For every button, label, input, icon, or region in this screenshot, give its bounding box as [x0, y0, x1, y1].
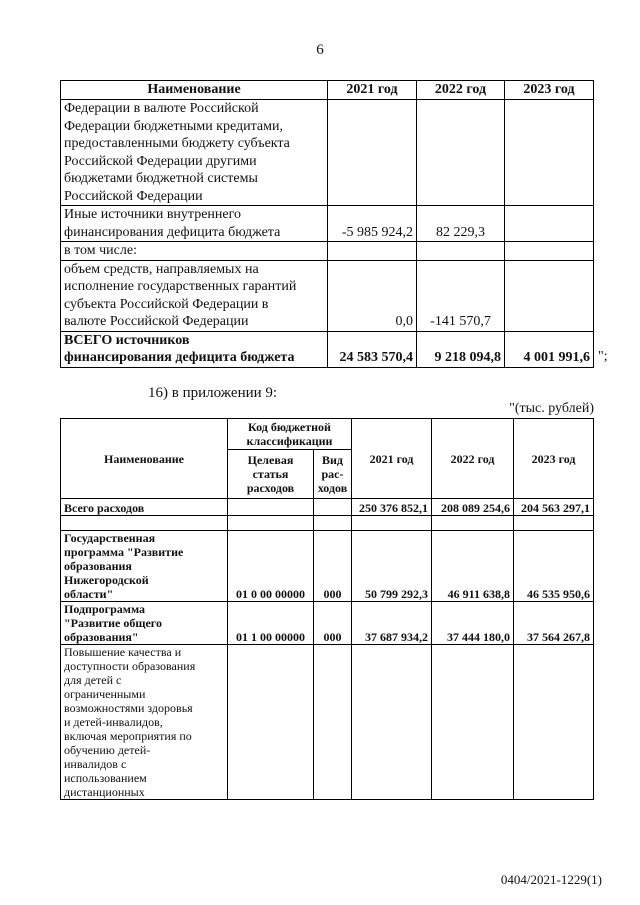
value-2022: 37 444 180,0 — [432, 602, 514, 645]
row-name-cell — [61, 206, 328, 242]
row-name-line: валюте Российской Федерации — [64, 314, 249, 329]
expenses-table — [60, 418, 594, 800]
row-name-line: образования" — [64, 630, 139, 644]
row-name-line: Подпрограмма — [64, 602, 146, 616]
total-2022: 9 218 094,8 — [417, 331, 505, 367]
value-2022: 46 911 638,8 — [432, 531, 514, 602]
value-2021: 50 799 292,3 — [352, 531, 432, 602]
value-2023: 46 535 950,6 — [514, 531, 594, 602]
row-name-line: исполнение государственных гарантий — [64, 279, 297, 294]
value-2023 — [505, 242, 594, 261]
value-2023: 37 564 267,8 — [514, 602, 594, 645]
table-row — [61, 531, 594, 602]
total-2023: 4 001 991,6 — [505, 331, 594, 367]
value-2022 — [417, 242, 505, 261]
row-name-line: Нижегородской — [64, 573, 149, 587]
value-2022 — [432, 516, 514, 531]
units-label: "(тыс. рублей) — [509, 401, 594, 416]
row-name-line: предоставленными бюджету субъекта — [64, 136, 290, 151]
row-name-line: включая мероприятия по — [64, 729, 192, 743]
header-line: классификации — [246, 434, 333, 448]
table-row — [61, 645, 594, 800]
target-code — [228, 645, 314, 800]
kind-code — [314, 516, 352, 531]
row-name-line: дистанционных — [64, 785, 145, 799]
value-2021 — [352, 645, 432, 800]
value-2023 — [505, 100, 594, 206]
row-name-cell — [61, 531, 228, 602]
header-2023: 2023 год — [505, 81, 594, 100]
expenses-table-header — [61, 419, 594, 450]
value-2023 — [505, 260, 594, 331]
target-code — [228, 516, 314, 531]
total-2021: 24 583 570,4 — [328, 331, 417, 367]
header-line: расходов — [246, 481, 295, 495]
table-row — [61, 100, 594, 206]
kind-code: 000 — [314, 531, 352, 602]
table-row — [61, 260, 594, 331]
header-line: рас- — [321, 467, 344, 481]
row-name-line: Повышение качества и — [64, 645, 182, 659]
row-name-cell — [61, 260, 328, 331]
header-2022: 2022 год — [432, 419, 514, 499]
value-2022: -141 570,7 — [417, 260, 505, 331]
header-name: Наименование — [61, 81, 328, 100]
row-name-cell — [61, 331, 328, 367]
target-code — [228, 499, 314, 516]
row-name-line: финансирования дефицита бюджета — [64, 350, 295, 365]
row-name-cell — [61, 645, 228, 800]
value-2023 — [514, 645, 594, 800]
kind-code — [314, 645, 352, 800]
row-name-line: для детей с — [64, 673, 122, 687]
header-line: Код бюджетной — [248, 420, 331, 434]
header-line: статья — [252, 467, 289, 481]
row-name-cell — [61, 499, 228, 516]
header-2021: 2021 год — [352, 419, 432, 499]
row-name-line: объем средств, направляемых на — [64, 261, 259, 277]
row-name-line: ограниченными — [64, 687, 146, 701]
row-name-line: Государственная — [64, 531, 156, 545]
sources-table-header — [61, 81, 594, 100]
row-name-line: программа "Развитие — [64, 545, 184, 559]
row-name-line: финансирования дефицита бюджета — [64, 224, 281, 240]
value-2023: 204 563 297,1 — [514, 499, 594, 516]
document-code: 0404/2021-1229(1) — [500, 872, 602, 887]
row-name-line: возможностями здоровья — [64, 701, 193, 715]
row-name-line: Иные источники внутреннего — [64, 207, 242, 222]
row-name-line: ВСЕГО источников — [64, 332, 190, 348]
header-code-group — [228, 419, 352, 450]
sources-table — [60, 80, 594, 368]
header-target — [228, 450, 314, 499]
value-2022 — [417, 100, 505, 206]
value-2023 — [505, 206, 594, 242]
table-row — [61, 499, 594, 516]
table-row — [61, 242, 594, 261]
table-row — [61, 516, 594, 531]
row-name-line: обучению детей- — [64, 743, 151, 757]
row-name-line: образования — [64, 559, 132, 573]
header-kind — [314, 450, 352, 499]
row-name-line: Российской Федерации — [64, 188, 203, 204]
row-name-cell — [61, 100, 328, 206]
header-2021: 2021 год — [328, 81, 417, 100]
kind-code — [314, 499, 352, 516]
row-name-line: инвалидов с — [64, 757, 127, 771]
value-2021: 0,0 — [328, 260, 417, 331]
row-name-line: Всего расходов — [64, 501, 145, 515]
total-row — [61, 331, 594, 367]
value-2022 — [432, 645, 514, 800]
row-name-cell — [61, 516, 228, 531]
row-name-line: и детей-инвалидов, — [64, 715, 163, 729]
row-name-line: Федерации бюджетными кредитами, — [64, 118, 283, 134]
value-2021 — [352, 516, 432, 531]
header-name: Наименование — [61, 419, 228, 499]
row-name-line: области" — [64, 587, 114, 601]
table-row — [61, 206, 594, 242]
value-2023 — [514, 516, 594, 531]
value-2022: 208 089 254,6 — [432, 499, 514, 516]
target-code: 01 1 00 00000 — [228, 602, 314, 645]
row-name-line: субъекта Российской Федерации в — [64, 296, 269, 312]
kind-code: 000 — [314, 602, 352, 645]
row-name-line: в том числе: — [64, 243, 137, 258]
header-2023: 2023 год — [514, 419, 594, 499]
page-number: 6 — [316, 42, 324, 58]
row-name-line: использованием — [64, 771, 147, 785]
row-name-line: доступности образования — [64, 659, 196, 673]
header-line: Целевая — [247, 453, 294, 467]
closing-quote: "; — [598, 349, 608, 364]
row-name-cell — [61, 242, 328, 261]
value-2021 — [328, 242, 417, 261]
row-name-line: Российской Федерации другими — [64, 153, 257, 169]
value-2022: 82 229,3 — [417, 206, 505, 242]
paragraph-heading: 16) в приложении 9: — [148, 385, 278, 401]
value-2021 — [328, 100, 417, 206]
row-name-cell — [61, 602, 228, 645]
row-name-line: бюджетами бюджетной системы — [64, 171, 258, 186]
value-2021: 250 376 852,1 — [352, 499, 432, 516]
table-row — [61, 602, 594, 645]
header-line: Вид — [322, 453, 343, 467]
row-name-line: "Развитие общего — [64, 616, 162, 630]
header-2022: 2022 год — [417, 81, 505, 100]
target-code: 01 0 00 00000 — [228, 531, 314, 602]
row-name-line: Федерации в валюте Российской — [64, 101, 259, 116]
header-line: ходов — [317, 481, 348, 495]
value-2021: 37 687 934,2 — [352, 602, 432, 645]
value-2021: -5 985 924,2 — [328, 206, 417, 242]
